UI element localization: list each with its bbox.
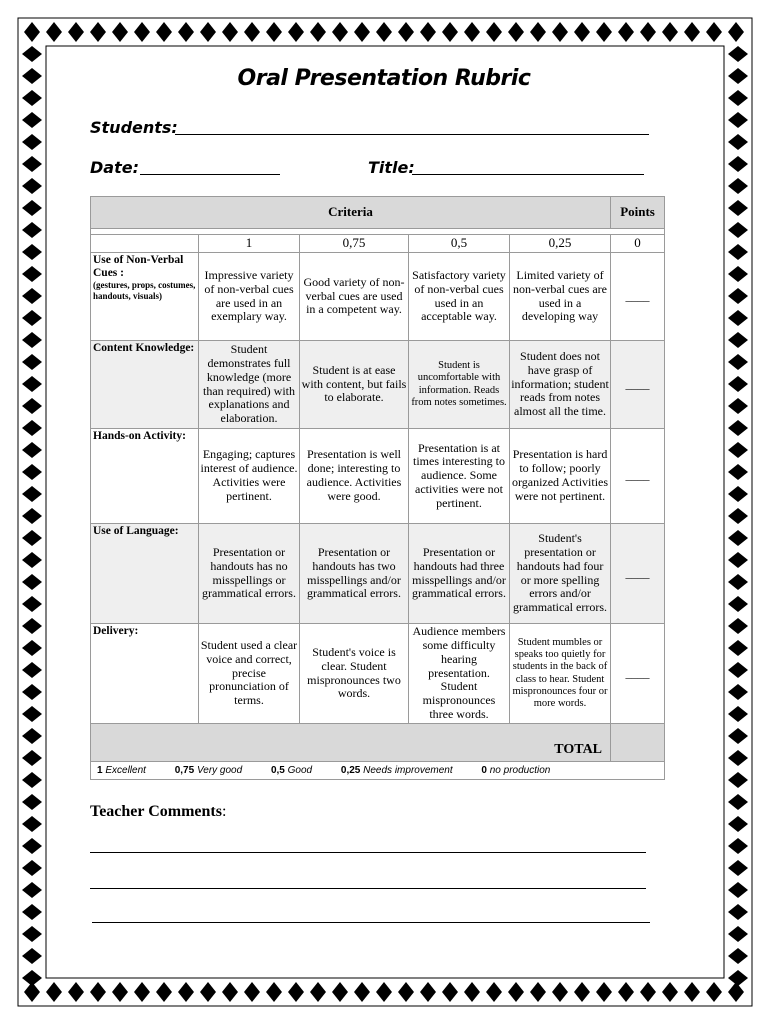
zigzag-mark (530, 982, 546, 1002)
total-row (91, 724, 665, 762)
rubric-cell: Student demonstrates full knowledge (more than required) with explanations and elaboration. (199, 341, 300, 429)
zigzag-mark (134, 22, 150, 42)
scale-1: 1 (199, 235, 300, 253)
criterion-cell (91, 524, 199, 624)
legend-label: no production (489, 764, 551, 776)
zigzag-mark (22, 288, 42, 304)
zigzag-mark (596, 22, 612, 42)
date-label: Date: (90, 158, 139, 177)
rubric-cell: Student does not have grasp of information; student reads from notes almost all the time. (510, 341, 611, 429)
zigzag-mark (728, 90, 748, 106)
scale-075: 0,75 (300, 235, 409, 253)
rubric-cell: Student is uncomfortable with information. Reads from notes sometimes. (409, 341, 510, 429)
zigzag-mark (22, 662, 42, 678)
zigzag-mark (22, 860, 42, 876)
zigzag-mark (728, 882, 748, 898)
legend-value: 0,75 (174, 764, 195, 776)
zigzag-mark (640, 982, 656, 1002)
zigzag-mark (728, 200, 748, 216)
zigzag-mark (728, 508, 748, 524)
zigzag-mark (288, 22, 304, 42)
rubric-cell: Student is at ease with content, but fails to elaborate. (300, 341, 409, 429)
criterion-label: Use of Non-Verbal Cues : (93, 254, 184, 280)
rubric-cell: Presentation is well done; interesting to audience. Activities were good. (300, 429, 409, 524)
zigzag-mark (22, 684, 42, 700)
zigzag-mark (728, 332, 748, 348)
rubric-table (90, 196, 665, 780)
zigzag-mark (508, 982, 524, 1002)
zigzag-mark (728, 596, 748, 612)
zigzag-mark (354, 982, 370, 1002)
zigzag-mark (310, 982, 326, 1002)
legend-item (341, 765, 453, 777)
zigzag-mark (728, 288, 748, 304)
zigzag-mark (486, 982, 502, 1002)
zigzag-mark (178, 982, 194, 1002)
criterion-label: Hands-on Activity: (93, 430, 186, 442)
zigzag-mark (728, 244, 748, 260)
zigzag-mark (222, 22, 238, 42)
zigzag-mark (22, 970, 42, 986)
zigzag-mark (464, 22, 480, 42)
page-title: Oral Presentation Rubric (237, 66, 531, 91)
zigzag-mark (22, 596, 42, 612)
zigzag-mark (22, 508, 42, 524)
zigzag-mark (22, 464, 42, 480)
zigzag-mark (728, 464, 748, 480)
zigzag-mark (728, 486, 748, 502)
zigzag-mark (22, 574, 42, 590)
zigzag-mark (90, 22, 106, 42)
zigzag-mark (22, 750, 42, 766)
zigzag-mark (552, 982, 568, 1002)
zigzag-mark (22, 640, 42, 656)
zigzag-mark (728, 398, 748, 414)
rubric-cell: Student's voice is clear. Student mispronounces two words. (300, 624, 409, 724)
zigzag-mark (728, 982, 744, 1002)
zigzag-mark (332, 982, 348, 1002)
criterion-cell (91, 253, 199, 341)
comments-label-text: Teacher Comments (90, 803, 222, 820)
zigzag-mark (728, 662, 748, 678)
rubric-cell: Good variety of non-verbal cues are used in a competent way. (300, 253, 409, 341)
zigzag-mark (398, 982, 414, 1002)
zigzag-mark (68, 982, 84, 1002)
rubric-cell: Presentation is hard to follow; poorly organized Activities were not pertinent. (510, 429, 611, 524)
zigzag-mark (728, 530, 748, 546)
zigzag-mark (22, 200, 42, 216)
legend-label: Needs improvement (363, 764, 453, 776)
zigzag-mark (464, 982, 480, 1002)
zigzag-mark (552, 22, 568, 42)
zigzag-mark (728, 178, 748, 194)
zigzag-mark (46, 22, 62, 42)
criterion-sub: (gestures, props, costumes, handouts, visuals) (93, 280, 196, 301)
zigzag-mark (156, 22, 172, 42)
legend-item (175, 765, 242, 777)
zigzag-mark (22, 46, 42, 62)
points-input[interactable]: ____ (611, 341, 665, 429)
scale-0: 0 (611, 235, 665, 253)
legend-value: 0 (481, 764, 487, 776)
table-row (91, 524, 665, 624)
zigzag-mark (618, 22, 634, 42)
zigzag-mark (640, 22, 656, 42)
title-label: Title: (368, 158, 415, 177)
zigzag-mark (112, 22, 128, 42)
table-row (91, 341, 665, 429)
zigzag-mark (68, 22, 84, 42)
zigzag-mark (728, 618, 748, 634)
rubric-cell: Impressive variety of non-verbal cues are used in an exemplary way. (199, 253, 300, 341)
zigzag-mark (22, 90, 42, 106)
title-line[interactable] (412, 174, 644, 175)
zigzag-mark (22, 618, 42, 634)
comment-line[interactable] (90, 852, 646, 853)
zigzag-mark (420, 982, 436, 1002)
criterion-label: Use of Language: (93, 525, 179, 537)
zigzag-mark (22, 420, 42, 436)
zigzag-mark (22, 486, 42, 502)
zigzag-mark (22, 156, 42, 172)
zigzag-mark (22, 794, 42, 810)
scale-025: 0,25 (510, 235, 611, 253)
zigzag-mark (728, 376, 748, 392)
zigzag-mark (596, 982, 612, 1002)
zigzag-mark (244, 22, 260, 42)
zigzag-mark (728, 112, 748, 128)
zigzag-mark (728, 442, 748, 458)
zigzag-mark (178, 22, 194, 42)
table-row (91, 624, 665, 724)
zigzag-mark (442, 982, 458, 1002)
comment-line[interactable] (90, 888, 646, 889)
zigzag-mark (22, 310, 42, 326)
zigzag-mark (684, 982, 700, 1002)
zigzag-mark (22, 948, 42, 964)
zigzag-mark (728, 970, 748, 986)
zigzag-mark (22, 222, 42, 238)
legend-item (97, 765, 146, 777)
criterion-cell (91, 624, 199, 724)
zigzag-mark (420, 22, 436, 42)
zigzag-mark (22, 530, 42, 546)
zigzag-mark (728, 354, 748, 370)
zigzag-mark (728, 156, 748, 172)
zigzag-mark (728, 310, 748, 326)
zigzag-mark (22, 926, 42, 942)
rubric-cell: Limited variety of non-verbal cues are used in a developing way (510, 253, 611, 341)
zigzag-mark (728, 684, 748, 700)
zigzag-mark (662, 982, 678, 1002)
points-header: Points (611, 197, 665, 229)
zigzag-mark (728, 904, 748, 920)
zigzag-mark (486, 22, 502, 42)
zigzag-mark (266, 22, 282, 42)
criterion-cell (91, 429, 199, 524)
rubric-cell: Student's presentation or handouts had four or more spelling errors and/or grammatical errors. (510, 524, 611, 624)
rubric-cell: Student mumbles or speaks too quietly for students in the back of class to hear. Student mispronounces four or more words. (510, 624, 611, 724)
zigzag-mark (22, 728, 42, 744)
rubric-cell: Student used a clear voice and correct, precise pronunciation of terms. (199, 624, 300, 724)
zigzag-mark (728, 706, 748, 722)
zigzag-mark (728, 22, 744, 42)
zigzag-mark (200, 22, 216, 42)
zigzag-mark (728, 750, 748, 766)
zigzag-mark (22, 882, 42, 898)
scale-blank-cell (91, 235, 199, 253)
criterion-label: Content Knowledge: (93, 342, 195, 354)
zigzag-mark (684, 22, 700, 42)
zigzag-mark (332, 22, 348, 42)
criterion-label: Delivery: (93, 625, 139, 637)
zigzag-mark (728, 728, 748, 744)
comments-colon: : (221, 803, 227, 820)
zigzag-mark (310, 22, 326, 42)
date-line[interactable] (140, 174, 280, 175)
zigzag-mark (266, 982, 282, 1002)
legend-label: Good (287, 764, 313, 776)
zigzag-mark (46, 982, 62, 1002)
total-label: TOTAL (91, 724, 611, 762)
zigzag-mark (728, 948, 748, 964)
points-input[interactable]: ____ (611, 429, 665, 524)
table-row (91, 429, 665, 524)
zigzag-mark (728, 926, 748, 942)
zigzag-mark (728, 134, 748, 150)
zigzag-mark (22, 838, 42, 854)
legend-row (91, 762, 665, 780)
rubric-cell: Presentation is at times interesting to audience. Some activities were not pertinent. (409, 429, 510, 524)
rubric-cell: Audience members some difficulty hearing presentation. Student mispronounces three words. (409, 624, 510, 724)
zigzag-mark (728, 46, 748, 62)
zigzag-mark (156, 982, 172, 1002)
zigzag-mark (618, 982, 634, 1002)
zigzag-mark (662, 22, 678, 42)
zigzag-mark (376, 22, 392, 42)
zigzag-mark (728, 222, 748, 238)
teacher-comments-label (90, 803, 226, 821)
total-points-cell[interactable] (611, 724, 665, 762)
comment-line[interactable] (92, 922, 650, 923)
zigzag-mark (22, 772, 42, 788)
rubric-cell: Satisfactory variety of non-verbal cues used in an acceptable way. (409, 253, 510, 341)
zigzag-mark (90, 982, 106, 1002)
zigzag-mark (706, 22, 722, 42)
zigzag-mark (22, 112, 42, 128)
zigzag-mark (22, 398, 42, 414)
zigzag-mark (398, 22, 414, 42)
zigzag-mark (24, 22, 40, 42)
zigzag-mark (22, 552, 42, 568)
zigzag-mark (22, 266, 42, 282)
criterion-cell (91, 341, 199, 429)
zigzag-mark (574, 22, 590, 42)
zigzag-mark (134, 982, 150, 1002)
zigzag-mark (508, 22, 524, 42)
criteria-header: Criteria (91, 197, 611, 229)
scale-05: 0,5 (409, 235, 510, 253)
legend-item (271, 765, 312, 777)
zigzag-mark (354, 22, 370, 42)
zigzag-mark (22, 178, 42, 194)
legend-value: 0,5 (270, 764, 285, 776)
zigzag-mark (530, 22, 546, 42)
legend-label: Excellent (105, 764, 146, 776)
zigzag-mark (22, 332, 42, 348)
zigzag-mark (244, 982, 260, 1002)
zigzag-mark (22, 354, 42, 370)
zigzag-mark (728, 640, 748, 656)
zigzag-mark (728, 794, 748, 810)
zigzag-mark (22, 706, 42, 722)
zigzag-mark (728, 266, 748, 282)
points-input[interactable]: ____ (611, 624, 665, 724)
zigzag-mark (200, 982, 216, 1002)
zigzag-mark (22, 244, 42, 260)
zigzag-mark (22, 816, 42, 832)
legend-item (481, 765, 550, 777)
rubric-cell: Presentation or handouts has two misspellings and/or grammatical errors. (300, 524, 409, 624)
zigzag-mark (728, 552, 748, 568)
legend-value: 0,25 (340, 764, 361, 776)
zigzag-mark (728, 574, 748, 590)
zigzag-mark (728, 772, 748, 788)
zigzag-mark (574, 982, 590, 1002)
zigzag-mark (376, 982, 392, 1002)
zigzag-mark (728, 860, 748, 876)
students-line[interactable] (175, 134, 649, 135)
points-input[interactable]: ____ (611, 253, 665, 341)
zigzag-mark (728, 420, 748, 436)
legend-cell (91, 762, 665, 780)
legend-value: 1 (97, 764, 103, 776)
rubric-cell: Presentation or handouts had three misspellings and/or grammatical errors. (409, 524, 510, 624)
rubric-cell: Presentation or handouts has no misspellings or grammatical errors. (199, 524, 300, 624)
zigzag-mark (706, 982, 722, 1002)
legend-label: Very good (196, 764, 243, 776)
zigzag-mark (222, 982, 238, 1002)
zigzag-mark (22, 442, 42, 458)
zigzag-mark (288, 982, 304, 1002)
zigzag-mark (22, 134, 42, 150)
zigzag-mark (728, 838, 748, 854)
zigzag-mark (22, 376, 42, 392)
zigzag-mark (112, 982, 128, 1002)
zigzag-mark (728, 816, 748, 832)
students-label: Students: (90, 118, 178, 137)
zigzag-mark (22, 904, 42, 920)
table-row (91, 253, 665, 341)
points-input[interactable]: ____ (611, 524, 665, 624)
rubric-cell: Engaging; captures interest of audience. Activities were pertinent. (199, 429, 300, 524)
zigzag-mark (442, 22, 458, 42)
